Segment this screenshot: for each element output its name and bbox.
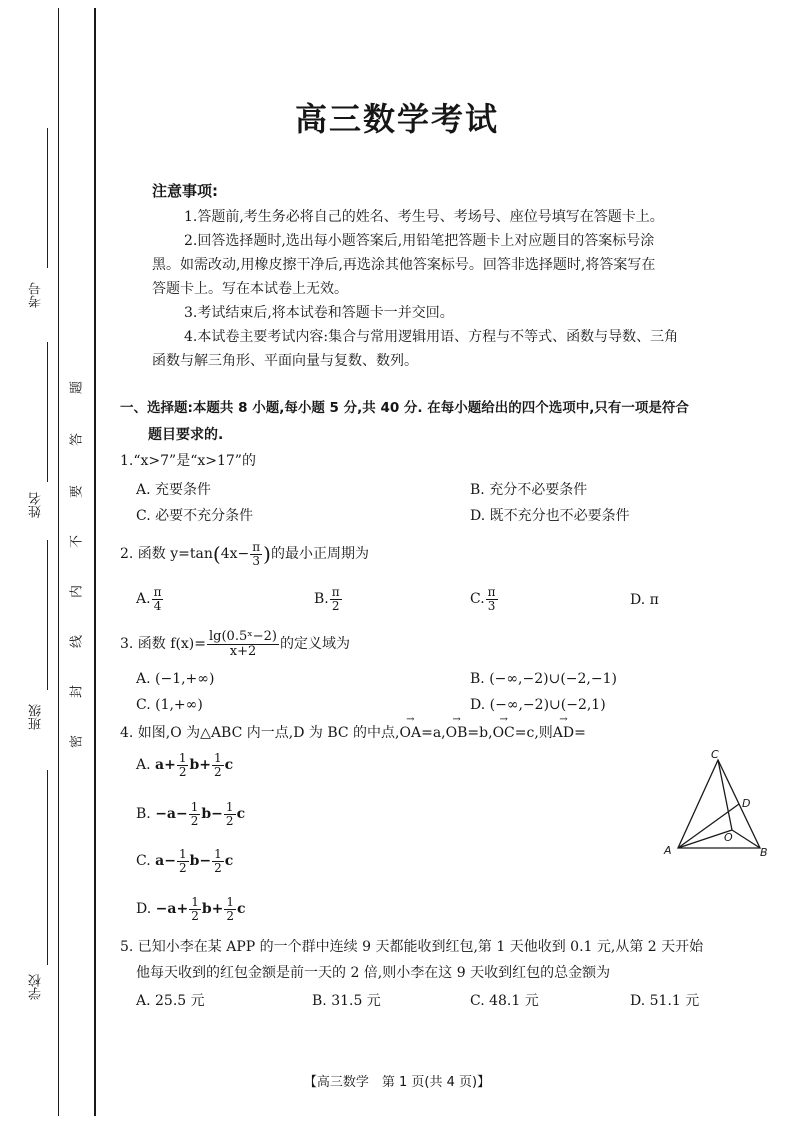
vector-oa: → OA [400, 726, 422, 740]
q2-inner: 4x− [220, 546, 250, 562]
q3-stem: 3. 函数 f(x)= $\frac{\text{lg(0.5ˣ−2)}}{x+2}$ 的定义域为 [120, 628, 350, 659]
school-line [47, 770, 48, 965]
q1-option-b: B. 充分不必要条件 [470, 482, 588, 498]
label-d: D [742, 797, 751, 810]
notice-line-7: 函数与解三角形、平面向量与复数、数列。 [152, 353, 418, 369]
seal-char-8: 密 [69, 735, 85, 749]
q4-option-a: A. a+ $\frac{1}{2}$ b+ $\frac{1}{2}$ c [136, 751, 234, 779]
triangle-figure [656, 744, 776, 862]
q2-stem [120, 538, 369, 570]
exam-number-label: 考号 [29, 282, 44, 308]
q1-option-c: C. 必要不充分条件 [136, 508, 254, 524]
q2-suffix: 的最小正周期为 [270, 546, 369, 562]
seal-char-7: 封 [69, 685, 85, 699]
q2-frac: $\frac{\pi}{3}$ [252, 539, 261, 568]
class-line [47, 540, 48, 690]
q3-frac: $\frac{\text{lg(0.5ˣ−2)}}{x+2}$ [209, 628, 277, 659]
q1-stem: 1.“x>7”是“x>17”的 [120, 453, 256, 469]
q4-option-c: C. a− $\frac{1}{2}$ b− $\frac{1}{2}$ c [136, 847, 234, 875]
q2-prefix: 2. 函数 y=tan [120, 546, 213, 562]
seal-char-6: 线 [69, 635, 85, 649]
q2-option-d: D. π [630, 592, 659, 608]
q2-lparen: ( [212, 542, 221, 566]
seal-char-1: 题 [69, 381, 85, 395]
q3-option-c: C. (1,+∞) [136, 697, 203, 713]
notice-line-5: 3.考试结束后,将本试卷和答题卡一并交回。 [184, 305, 454, 321]
notice-line-1: 1.答题前,考生务必将自己的姓名、考生号、考场号、座位号填写在答题卡上。 [184, 209, 664, 225]
notice-line-2: 2.回答选择题时,选出每小题答案后,用铅笔把答题卡上对应题目的答案标号涂 [184, 233, 655, 249]
q4-option-d: D. −a+ $\frac{1}{2}$ b+ $\frac{1}{2}$ c [136, 895, 246, 923]
section1-line2: 题目要求的. [148, 427, 224, 443]
label-b: B [760, 846, 768, 859]
seal-char-5: 内 [69, 585, 85, 599]
label-c: C [711, 748, 719, 761]
label-o: O [724, 831, 733, 844]
seal-char-4: 不 [69, 535, 85, 549]
vector-oc: → OC [493, 726, 515, 740]
seal-char-3: 要 [69, 485, 85, 499]
q3-option-a: A. (−1,+∞) [136, 671, 215, 687]
vector-ob: → OB [446, 726, 468, 740]
q5-line2: 他每天收到的红包金额是前一天的 2 倍,则小李在这 9 天收到红包的总金额为 [136, 965, 611, 981]
school-label: 学校 [29, 974, 44, 1000]
q5-option-a: A. 25.5 元 [136, 993, 205, 1009]
exam-number-line [47, 128, 48, 268]
page-footer: 【高三数学 第 1 页(共 4 页)】 [303, 1075, 491, 1090]
q1-option-a: A. 充要条件 [136, 482, 212, 498]
q1-option-d: D. 既不充分也不必要条件 [470, 508, 630, 524]
name-line [47, 342, 48, 482]
q5-option-b: B. 31.5 元 [312, 993, 381, 1009]
q3-option-b: B. (−∞,−2)∪(−2,−1) [470, 671, 617, 687]
label-a: A [664, 844, 672, 857]
notice-line-3: 黑。如需改动,用橡皮擦干净后,再选涂其他答案标号。回答非选择题时,将答案写在 [152, 257, 656, 273]
q5-option-d: D. 51.1 元 [630, 993, 700, 1009]
q4-option-b: B. −a− $\frac{1}{2}$ b− $\frac{1}{2}$ c [136, 800, 246, 828]
segment-oc [718, 760, 732, 830]
vector-ad: → AD [553, 726, 574, 740]
q2-option-b: B. $\frac{\pi}{2}$ [314, 585, 340, 613]
q3-option-d: D. (−∞,−2)∪(−2,1) [470, 697, 606, 713]
q5-line1: 5. 已知小李在某 APP 的一个群中连续 9 天都能收到红包,第 1 天他收到 0.1 元,从第 2 天开始 [120, 939, 704, 955]
notice-heading: 注意事项: [152, 182, 218, 200]
q5-option-c: C. 48.1 元 [470, 993, 539, 1009]
name-label: 姓名 [29, 492, 44, 518]
page-title: 高三数学考试 [294, 100, 499, 138]
q4-stem: 4. 如图,O 为△ABC 内一点,D 为 BC 的中点,→ OA=a,→ OB=b,→ OC=c,则→ AD= [120, 726, 586, 740]
q2-rparen: ) [263, 542, 271, 566]
class-label: 班级 [29, 704, 44, 730]
section1-line1: 一、选择题:本题共 8 小题,每小题 5 分,共 40 分. 在每小题给出的四个选项中,只有一项是符合 [120, 400, 689, 416]
binding-border-left [58, 8, 59, 1116]
notice-line-4: 答题卡上。写在本试卷上无效。 [152, 281, 348, 297]
q2-option-a: A. $\frac{\pi}{4}$ [136, 585, 162, 613]
seal-char-2: 答 [69, 433, 85, 447]
binding-border-right [94, 8, 96, 1116]
q2-option-c: C. $\frac{\pi}{3}$ [470, 585, 496, 613]
notice-line-6: 4.本试卷主要考试内容:集合与常用逻辑用语、方程与不等式、函数与导数、三角 [184, 329, 679, 345]
